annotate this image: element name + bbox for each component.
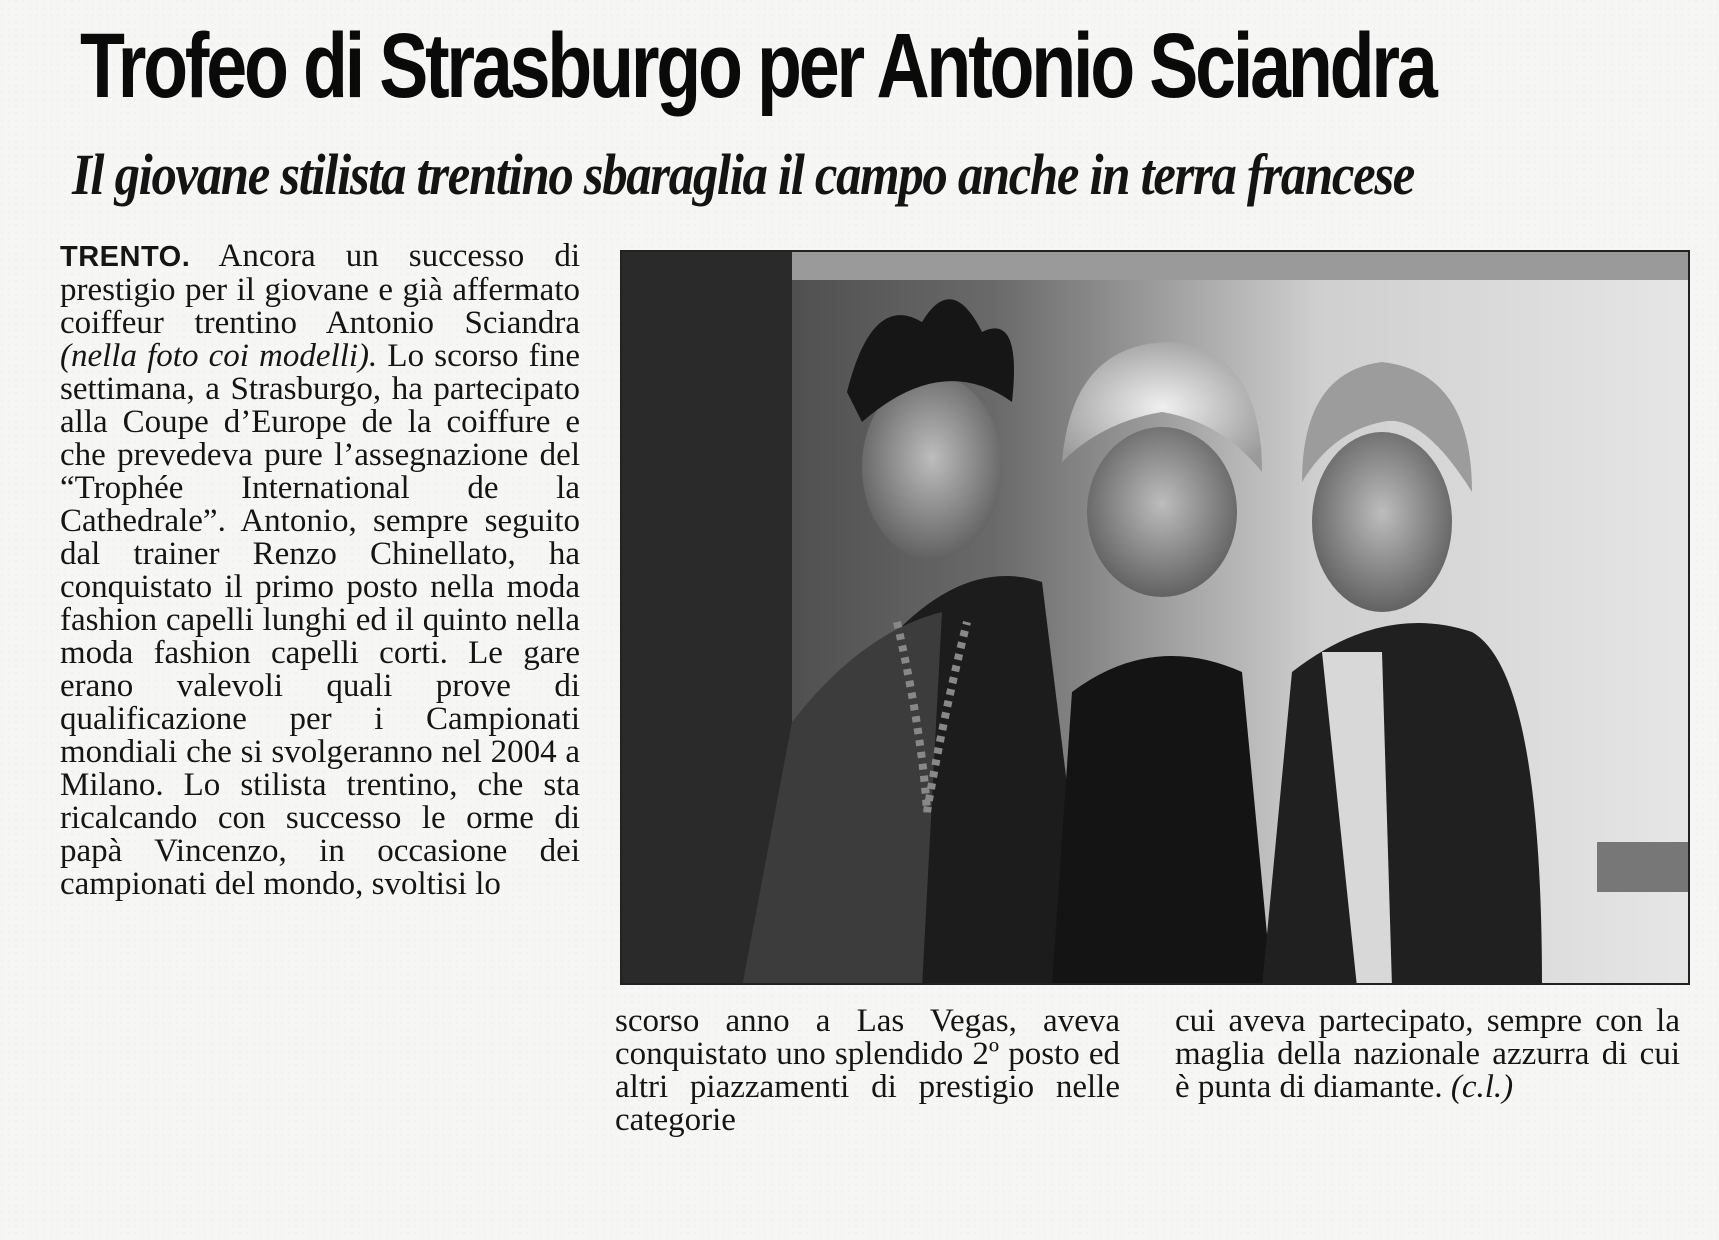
text-column-1 bbox=[60, 240, 580, 901]
subheadline: Il giovane stilista trentino sbaraglia il campo anche in terra francese bbox=[72, 142, 1414, 207]
photo-image bbox=[622, 252, 1690, 985]
body-text-lead: Ancora un successo di prestigio per il giovane e già affermato coiffeur trentino Antonio Sciandra bbox=[60, 238, 580, 341]
headline: Trofeo di Strasburgo per Antonio Sciandra bbox=[80, 15, 1435, 117]
column-2-paragraph: scorso anno a Las Vegas, aveva conquistato uno splendido 2º posto ed altri piazzamenti di prestigio nelle categorie bbox=[615, 1003, 1120, 1138]
column-3-paragraph bbox=[1175, 1005, 1680, 1104]
dateline: TRENTO. bbox=[60, 241, 191, 273]
column-1-paragraph bbox=[60, 240, 580, 901]
body-text: Lo scorso fine settimana, a Strasburgo, ha partecipato alla Coupe d’Europe de la coiffure e che prevedeva pure l’assegnazione del “Trophée International de la Cathedrale”. Antonio, sempre seguito dal trainer Renzo Chinellato, ha conquistato il primo posto nella moda fashion capelli lunghi ed il quinto nella moda fashion capelli corti. Le gare erano valevoli quali prove di qualificazione per i Campionati mondiali che si svolgeranno nel 2004 a Milano. Lo stilista trentino, che sta ricalcando con successo le orme di papà Vincenzo, in occasione dei campionati del mondo, svoltisi lo bbox=[60, 338, 580, 902]
body-text-end: cui aveva partecipato, sempre con la maglia della nazionale azzurra di cui è punta di diamante. bbox=[1175, 1003, 1680, 1105]
photo-reference: (nella foto coi modelli). bbox=[60, 338, 378, 374]
text-column-2 bbox=[615, 1005, 1120, 1137]
author-signature: (c.l.) bbox=[1450, 1069, 1514, 1105]
article-photo bbox=[620, 250, 1690, 985]
text-column-3 bbox=[1175, 1005, 1680, 1104]
